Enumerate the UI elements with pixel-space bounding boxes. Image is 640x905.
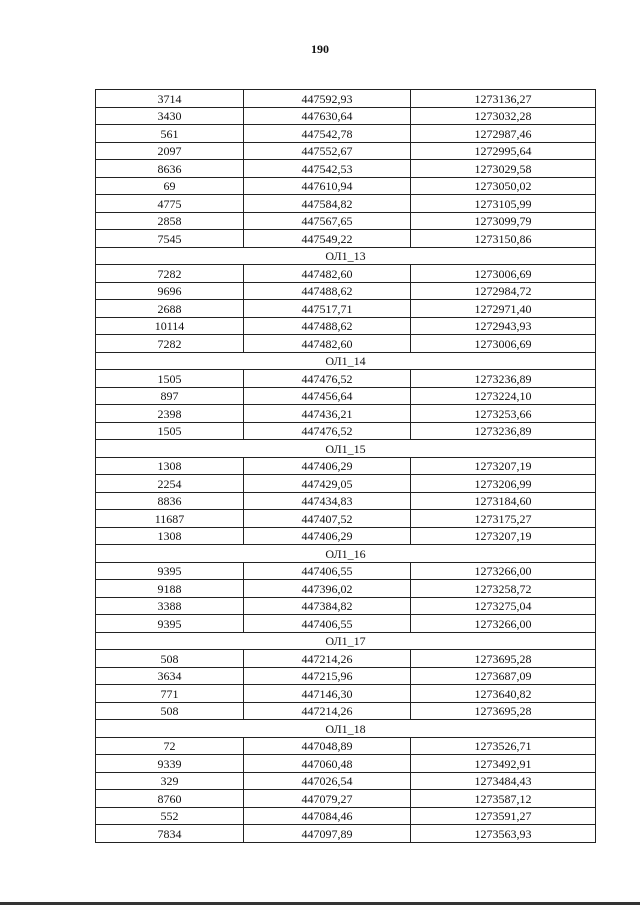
x-coordinate-cell: 447146,30 xyxy=(244,685,411,703)
y-coordinate-cell: 1273207,19 xyxy=(411,527,596,545)
point-id-cell: 7282 xyxy=(96,265,244,283)
table-row xyxy=(96,335,596,353)
x-coordinate-cell: 447084,46 xyxy=(244,807,411,825)
point-id-cell: 9339 xyxy=(96,755,244,773)
table-row xyxy=(96,807,596,825)
x-coordinate-cell: 447384,82 xyxy=(244,597,411,615)
y-coordinate-cell: 1273526,71 xyxy=(411,737,596,755)
x-coordinate-cell: 447552,67 xyxy=(244,142,411,160)
point-id-cell: 8760 xyxy=(96,790,244,808)
point-id-cell: 10114 xyxy=(96,317,244,335)
y-coordinate-cell: 1273207,19 xyxy=(411,457,596,475)
point-id-cell: 4775 xyxy=(96,195,244,213)
point-id-cell: 7282 xyxy=(96,335,244,353)
y-coordinate-cell: 1273105,99 xyxy=(411,195,596,213)
x-coordinate-cell: 447584,82 xyxy=(244,195,411,213)
point-id-cell: 72 xyxy=(96,737,244,755)
table-row xyxy=(96,580,596,598)
y-coordinate-cell: 1273029,58 xyxy=(411,160,596,178)
point-id-cell: 2254 xyxy=(96,475,244,493)
section-title: ОЛ1_17 xyxy=(96,632,596,650)
point-id-cell: 7834 xyxy=(96,825,244,843)
y-coordinate-cell: 1272971,40 xyxy=(411,300,596,318)
y-coordinate-cell: 1273695,28 xyxy=(411,702,596,720)
table-row xyxy=(96,265,596,283)
y-coordinate-cell: 1273695,28 xyxy=(411,650,596,668)
y-coordinate-cell: 1272987,46 xyxy=(411,125,596,143)
coordinates-table xyxy=(95,89,596,843)
x-coordinate-cell: 447542,78 xyxy=(244,125,411,143)
table-row xyxy=(96,772,596,790)
point-id-cell: 2097 xyxy=(96,142,244,160)
y-coordinate-cell: 1273206,99 xyxy=(411,475,596,493)
x-coordinate-cell: 447488,62 xyxy=(244,317,411,335)
section-title: ОЛ1_18 xyxy=(96,720,596,738)
x-coordinate-cell: 447436,21 xyxy=(244,405,411,423)
table-row xyxy=(96,737,596,755)
y-coordinate-cell: 1273275,04 xyxy=(411,597,596,615)
x-coordinate-cell: 447434,83 xyxy=(244,492,411,510)
section-header-row xyxy=(96,352,596,370)
table-row xyxy=(96,300,596,318)
y-coordinate-cell: 1272995,64 xyxy=(411,142,596,160)
table-row xyxy=(96,825,596,843)
x-coordinate-cell: 447429,05 xyxy=(244,475,411,493)
x-coordinate-cell: 447630,64 xyxy=(244,107,411,125)
x-coordinate-cell: 447214,26 xyxy=(244,702,411,720)
y-coordinate-cell: 1273484,43 xyxy=(411,772,596,790)
point-id-cell: 2688 xyxy=(96,300,244,318)
x-coordinate-cell: 447406,55 xyxy=(244,562,411,580)
section-title: ОЛ1_13 xyxy=(96,247,596,265)
point-id-cell: 9188 xyxy=(96,580,244,598)
x-coordinate-cell: 447517,71 xyxy=(244,300,411,318)
x-coordinate-cell: 447214,26 xyxy=(244,650,411,668)
section-header-row xyxy=(96,545,596,563)
x-coordinate-cell: 447026,54 xyxy=(244,772,411,790)
x-coordinate-cell: 447488,62 xyxy=(244,282,411,300)
x-coordinate-cell: 447060,48 xyxy=(244,755,411,773)
y-coordinate-cell: 1273099,79 xyxy=(411,212,596,230)
y-coordinate-cell: 1273236,89 xyxy=(411,370,596,388)
table-row xyxy=(96,125,596,143)
y-coordinate-cell: 1273591,27 xyxy=(411,807,596,825)
table-row xyxy=(96,142,596,160)
point-id-cell: 7545 xyxy=(96,230,244,248)
x-coordinate-cell: 447406,55 xyxy=(244,615,411,633)
table-row xyxy=(96,685,596,703)
point-id-cell: 561 xyxy=(96,125,244,143)
point-id-cell: 1505 xyxy=(96,422,244,440)
table-row xyxy=(96,370,596,388)
y-coordinate-cell: 1273687,09 xyxy=(411,667,596,685)
point-id-cell: 1505 xyxy=(96,370,244,388)
y-coordinate-cell: 1273006,69 xyxy=(411,335,596,353)
point-id-cell: 3714 xyxy=(96,90,244,108)
y-coordinate-cell: 1272943,93 xyxy=(411,317,596,335)
coordinates-table-body xyxy=(96,90,596,843)
y-coordinate-cell: 1273236,89 xyxy=(411,422,596,440)
table-row xyxy=(96,282,596,300)
table-row xyxy=(96,562,596,580)
x-coordinate-cell: 447476,52 xyxy=(244,370,411,388)
table-row xyxy=(96,212,596,230)
y-coordinate-cell: 1273006,69 xyxy=(411,265,596,283)
x-coordinate-cell: 447482,60 xyxy=(244,265,411,283)
x-coordinate-cell: 447592,93 xyxy=(244,90,411,108)
point-id-cell: 1308 xyxy=(96,527,244,545)
y-coordinate-cell: 1273175,27 xyxy=(411,510,596,528)
table-row xyxy=(96,597,596,615)
x-coordinate-cell: 447406,29 xyxy=(244,527,411,545)
section-title: ОЛ1_16 xyxy=(96,545,596,563)
y-coordinate-cell: 1273587,12 xyxy=(411,790,596,808)
table-row xyxy=(96,702,596,720)
x-coordinate-cell: 447079,27 xyxy=(244,790,411,808)
table-row xyxy=(96,422,596,440)
table-row xyxy=(96,457,596,475)
section-header-row xyxy=(96,720,596,738)
table-row xyxy=(96,667,596,685)
point-id-cell: 552 xyxy=(96,807,244,825)
point-id-cell: 2398 xyxy=(96,405,244,423)
section-header-row xyxy=(96,247,596,265)
x-coordinate-cell: 447482,60 xyxy=(244,335,411,353)
point-id-cell: 9395 xyxy=(96,562,244,580)
point-id-cell: 508 xyxy=(96,702,244,720)
section-header-row xyxy=(96,440,596,458)
point-id-cell: 69 xyxy=(96,177,244,195)
x-coordinate-cell: 447476,52 xyxy=(244,422,411,440)
point-id-cell: 9395 xyxy=(96,615,244,633)
table-row xyxy=(96,615,596,633)
y-coordinate-cell: 1273266,00 xyxy=(411,615,596,633)
y-coordinate-cell: 1273032,28 xyxy=(411,107,596,125)
point-id-cell: 11687 xyxy=(96,510,244,528)
y-coordinate-cell: 1273050,02 xyxy=(411,177,596,195)
x-coordinate-cell: 447396,02 xyxy=(244,580,411,598)
table-row xyxy=(96,527,596,545)
y-coordinate-cell: 1273253,66 xyxy=(411,405,596,423)
point-id-cell: 3634 xyxy=(96,667,244,685)
y-coordinate-cell: 1273136,27 xyxy=(411,90,596,108)
point-id-cell: 508 xyxy=(96,650,244,668)
x-coordinate-cell: 447542,53 xyxy=(244,160,411,178)
table-row xyxy=(96,650,596,668)
table-row xyxy=(96,317,596,335)
table-row xyxy=(96,755,596,773)
table-row xyxy=(96,230,596,248)
section-header-row xyxy=(96,632,596,650)
point-id-cell: 1308 xyxy=(96,457,244,475)
table-row xyxy=(96,160,596,178)
table-row xyxy=(96,405,596,423)
point-id-cell: 3388 xyxy=(96,597,244,615)
y-coordinate-cell: 1273266,00 xyxy=(411,562,596,580)
y-coordinate-cell: 1273563,93 xyxy=(411,825,596,843)
point-id-cell: 771 xyxy=(96,685,244,703)
y-coordinate-cell: 1273258,72 xyxy=(411,580,596,598)
y-coordinate-cell: 1273492,91 xyxy=(411,755,596,773)
y-coordinate-cell: 1272984,72 xyxy=(411,282,596,300)
table-row xyxy=(96,475,596,493)
table-row xyxy=(96,107,596,125)
table-row xyxy=(96,492,596,510)
table-row xyxy=(96,387,596,405)
x-coordinate-cell: 447549,22 xyxy=(244,230,411,248)
point-id-cell: 8636 xyxy=(96,160,244,178)
section-title: ОЛ1_14 xyxy=(96,352,596,370)
x-coordinate-cell: 447567,65 xyxy=(244,212,411,230)
table-row xyxy=(96,790,596,808)
x-coordinate-cell: 447610,94 xyxy=(244,177,411,195)
point-id-cell: 3430 xyxy=(96,107,244,125)
section-title: ОЛ1_15 xyxy=(96,440,596,458)
table-row xyxy=(96,177,596,195)
x-coordinate-cell: 447407,52 xyxy=(244,510,411,528)
table-row xyxy=(96,510,596,528)
y-coordinate-cell: 1273184,60 xyxy=(411,492,596,510)
x-coordinate-cell: 447097,89 xyxy=(244,825,411,843)
point-id-cell: 329 xyxy=(96,772,244,790)
table-row xyxy=(96,90,596,108)
x-coordinate-cell: 447048,89 xyxy=(244,737,411,755)
x-coordinate-cell: 447406,29 xyxy=(244,457,411,475)
point-id-cell: 9696 xyxy=(96,282,244,300)
x-coordinate-cell: 447215,96 xyxy=(244,667,411,685)
point-id-cell: 2858 xyxy=(96,212,244,230)
x-coordinate-cell: 447456,64 xyxy=(244,387,411,405)
y-coordinate-cell: 1273224,10 xyxy=(411,387,596,405)
point-id-cell: 897 xyxy=(96,387,244,405)
page-number: 190 xyxy=(311,42,329,56)
table-row xyxy=(96,195,596,213)
y-coordinate-cell: 1273150,86 xyxy=(411,230,596,248)
y-coordinate-cell: 1273640,82 xyxy=(411,685,596,703)
point-id-cell: 8836 xyxy=(96,492,244,510)
